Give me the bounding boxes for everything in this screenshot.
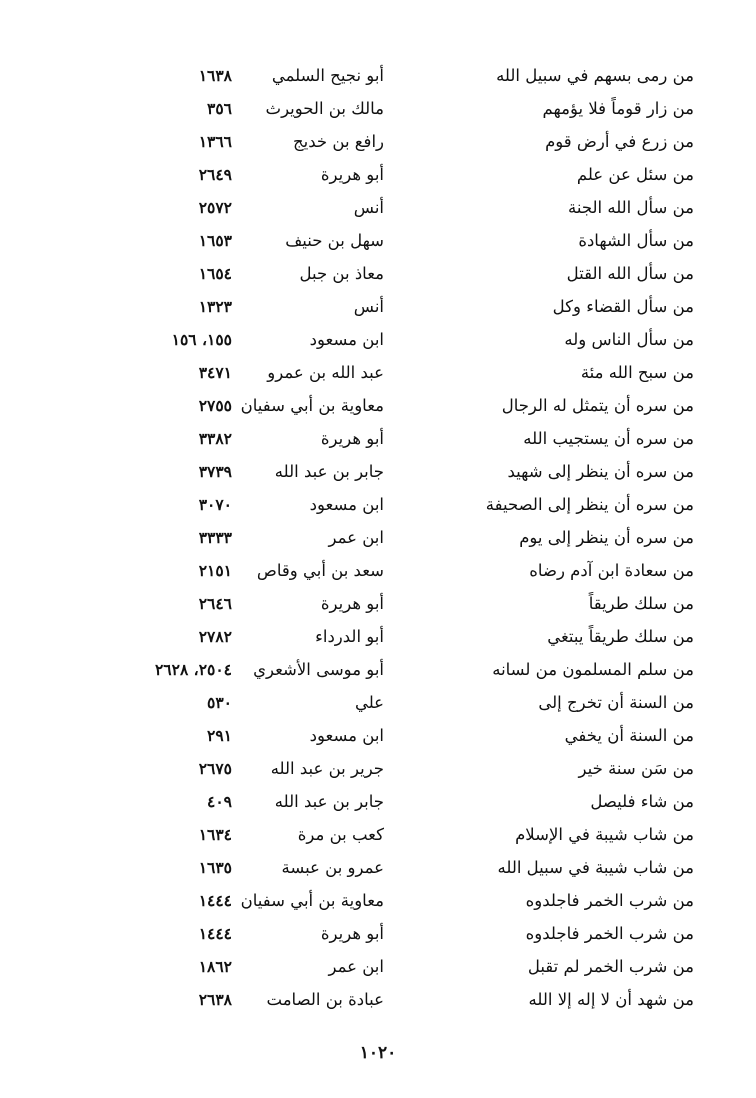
- hadith-number: ١٦٥٤: [198, 264, 232, 283]
- narrator-name: ابن عمر: [328, 957, 384, 976]
- hadith-number: ١٣٦٦: [198, 132, 232, 151]
- hadith-number: ٢٦٤٦: [198, 594, 232, 613]
- index-row: [0, 785, 756, 818]
- narrator-name: أبو هريرة: [320, 594, 384, 613]
- hadith-text: من سلك طريقاً: [588, 594, 694, 613]
- hadith-text: من سلم المسلمون من لسانه: [492, 660, 694, 679]
- hadith-number: ٣٣٨٢: [198, 429, 232, 448]
- index-row: [0, 356, 756, 389]
- narrator-name: أبو هريرة: [320, 429, 384, 448]
- hadith-text: من زار قوماً فلا يؤمهم: [542, 99, 694, 118]
- hadith-text: من سلك طريقاً يبتغي: [547, 627, 694, 646]
- hadith-text: من شهد أن لا إله إلا الله: [528, 990, 694, 1009]
- index-row: [0, 488, 756, 521]
- narrator-name: مالك بن الحويرث: [265, 99, 384, 118]
- hadith-number: ٢٥٠٤، ٢٦٢٨: [154, 660, 232, 679]
- index-row: [0, 653, 756, 686]
- hadith-text: من شاب شيبة في الإسلام: [515, 825, 694, 844]
- hadith-text: من سره أن ينظر إلى شهيد: [507, 462, 694, 481]
- hadith-number: ٢١٥١: [198, 561, 232, 580]
- hadith-text: من سئل عن علم: [576, 165, 694, 184]
- hadith-text: من شاب شيبة في سبيل الله: [497, 858, 694, 877]
- index-row: [0, 521, 756, 554]
- narrator-name: ابن عمر: [328, 528, 384, 547]
- hadith-number: ٣٥٦: [207, 99, 232, 118]
- hadith-number: ١٤٤٤: [198, 924, 232, 943]
- narrator-name: ابن مسعود: [309, 495, 384, 514]
- index-row: [0, 455, 756, 488]
- index-row: [0, 719, 756, 752]
- hadith-text: من سَن سنة خير: [578, 759, 694, 778]
- index-row: [0, 158, 756, 191]
- hadith-number: ٣٤٧١: [198, 363, 232, 382]
- narrator-name: عبد الله بن عمرو: [267, 363, 384, 382]
- hadith-number: ١٥٥، ١٥٦: [171, 330, 232, 349]
- hadith-number: ٢٦٧٥: [198, 759, 232, 778]
- hadith-text: من زرع في أرض قوم: [545, 132, 694, 151]
- narrator-name: أبو الدرداء: [315, 627, 384, 646]
- hadith-index-list: [0, 59, 756, 1016]
- narrator-name: عبادة بن الصامت: [266, 990, 384, 1009]
- hadith-text: من سبح الله مئة: [580, 363, 694, 382]
- hadith-number: ٢٦٤٩: [198, 165, 232, 184]
- narrator-name: كعب بن مرة: [297, 825, 384, 844]
- index-row: [0, 917, 756, 950]
- hadith-number: ١٦٣٤: [198, 825, 232, 844]
- hadith-number: ١٦٥٣: [198, 231, 232, 250]
- narrator-name: ابن مسعود: [309, 726, 384, 745]
- index-row: [0, 125, 756, 158]
- hadith-number: ١٦٣٥: [198, 858, 232, 877]
- narrator-name: أنس: [353, 198, 384, 217]
- hadith-text: من سره أن يستجيب الله: [523, 429, 694, 448]
- hadith-text: من سأل الله الجنة: [568, 198, 694, 217]
- narrator-name: رافع بن خديج: [293, 132, 384, 151]
- hadith-text: من السنة أن يخفي: [564, 726, 694, 745]
- hadith-text: من شاء فليصل: [590, 792, 694, 811]
- hadith-number: ١٨٦٢: [198, 957, 232, 976]
- narrator-name: جرير بن عبد الله: [270, 759, 384, 778]
- index-row: [0, 59, 756, 92]
- index-row: [0, 191, 756, 224]
- hadith-number: ٢٦٣٨: [198, 990, 232, 1009]
- hadith-number: ٣٣٣٣: [198, 528, 232, 547]
- narrator-name: أبو هريرة: [320, 165, 384, 184]
- index-row: [0, 950, 756, 983]
- index-row: [0, 224, 756, 257]
- page-number: ١٠٢٠: [359, 1043, 397, 1063]
- index-row: [0, 851, 756, 884]
- hadith-text: من سأل الناس وله: [564, 330, 694, 349]
- hadith-text: من سره أن ينظر إلى يوم: [519, 528, 694, 547]
- narrator-name: أبو نجيح السلمي: [271, 66, 384, 85]
- index-row: [0, 752, 756, 785]
- hadith-number: ٣٠٧٠: [198, 495, 232, 514]
- narrator-name: ابن مسعود: [309, 330, 384, 349]
- index-row: [0, 686, 756, 719]
- index-row: [0, 389, 756, 422]
- hadith-text: من سعادة ابن آدم رضاه: [529, 561, 694, 580]
- index-row: [0, 554, 756, 587]
- hadith-number: ٤٠٩: [207, 792, 232, 811]
- index-row: [0, 422, 756, 455]
- hadith-text: من سأل الشهادة: [578, 231, 694, 250]
- narrator-name: جابر بن عبد الله: [274, 792, 384, 811]
- narrator-name: عمرو بن عبسة: [281, 858, 384, 877]
- hadith-number: ٢٩١: [207, 726, 232, 745]
- hadith-text: من رمى بسهم في سبيل الله: [496, 66, 694, 85]
- hadith-text: من شرب الخمر فاجلدوه: [525, 891, 694, 910]
- hadith-number: ٢٥٧٢: [198, 198, 232, 217]
- narrator-name: معاوية بن أبي سفيان: [240, 396, 384, 415]
- index-row: [0, 323, 756, 356]
- narrator-name: معاذ بن جبل: [299, 264, 384, 283]
- index-row: [0, 257, 756, 290]
- hadith-number: ١٦٣٨: [198, 66, 232, 85]
- narrator-name: سهل بن حنيف: [285, 231, 384, 250]
- index-row: [0, 587, 756, 620]
- hadith-text: من سأل الله القتل: [566, 264, 694, 283]
- narrator-name: سعد بن أبي وقاص: [256, 561, 384, 580]
- hadith-text: من سره أن ينظر إلى الصحيفة: [485, 495, 694, 514]
- hadith-text: من سره أن يتمثل له الرجال: [501, 396, 694, 415]
- index-row: [0, 290, 756, 323]
- hadith-number: ١٣٢٣: [198, 297, 232, 316]
- narrator-name: جابر بن عبد الله: [274, 462, 384, 481]
- index-row: [0, 620, 756, 653]
- narrator-name: علي: [354, 693, 384, 712]
- index-row: [0, 884, 756, 917]
- index-row: [0, 92, 756, 125]
- hadith-text: من سأل القضاء وكل: [552, 297, 694, 316]
- index-row: [0, 818, 756, 851]
- narrator-name: معاوية بن أبي سفيان: [240, 891, 384, 910]
- hadith-number: ٢٧٨٢: [198, 627, 232, 646]
- hadith-number: ٢٧٥٥: [198, 396, 232, 415]
- hadith-text: من شرب الخمر لم تقبل: [527, 957, 694, 976]
- hadith-number: ١٤٤٤: [198, 891, 232, 910]
- hadith-text: من شرب الخمر فاجلدوه: [525, 924, 694, 943]
- narrator-name: أبو هريرة: [320, 924, 384, 943]
- index-row: [0, 983, 756, 1016]
- hadith-text: من السنة أن تخرج إلى: [538, 693, 694, 712]
- hadith-number: ٥٣٠: [207, 693, 232, 712]
- narrator-name: أنس: [353, 297, 384, 316]
- narrator-name: أبو موسى الأشعري: [253, 660, 384, 679]
- hadith-number: ٣٧٣٩: [198, 462, 232, 481]
